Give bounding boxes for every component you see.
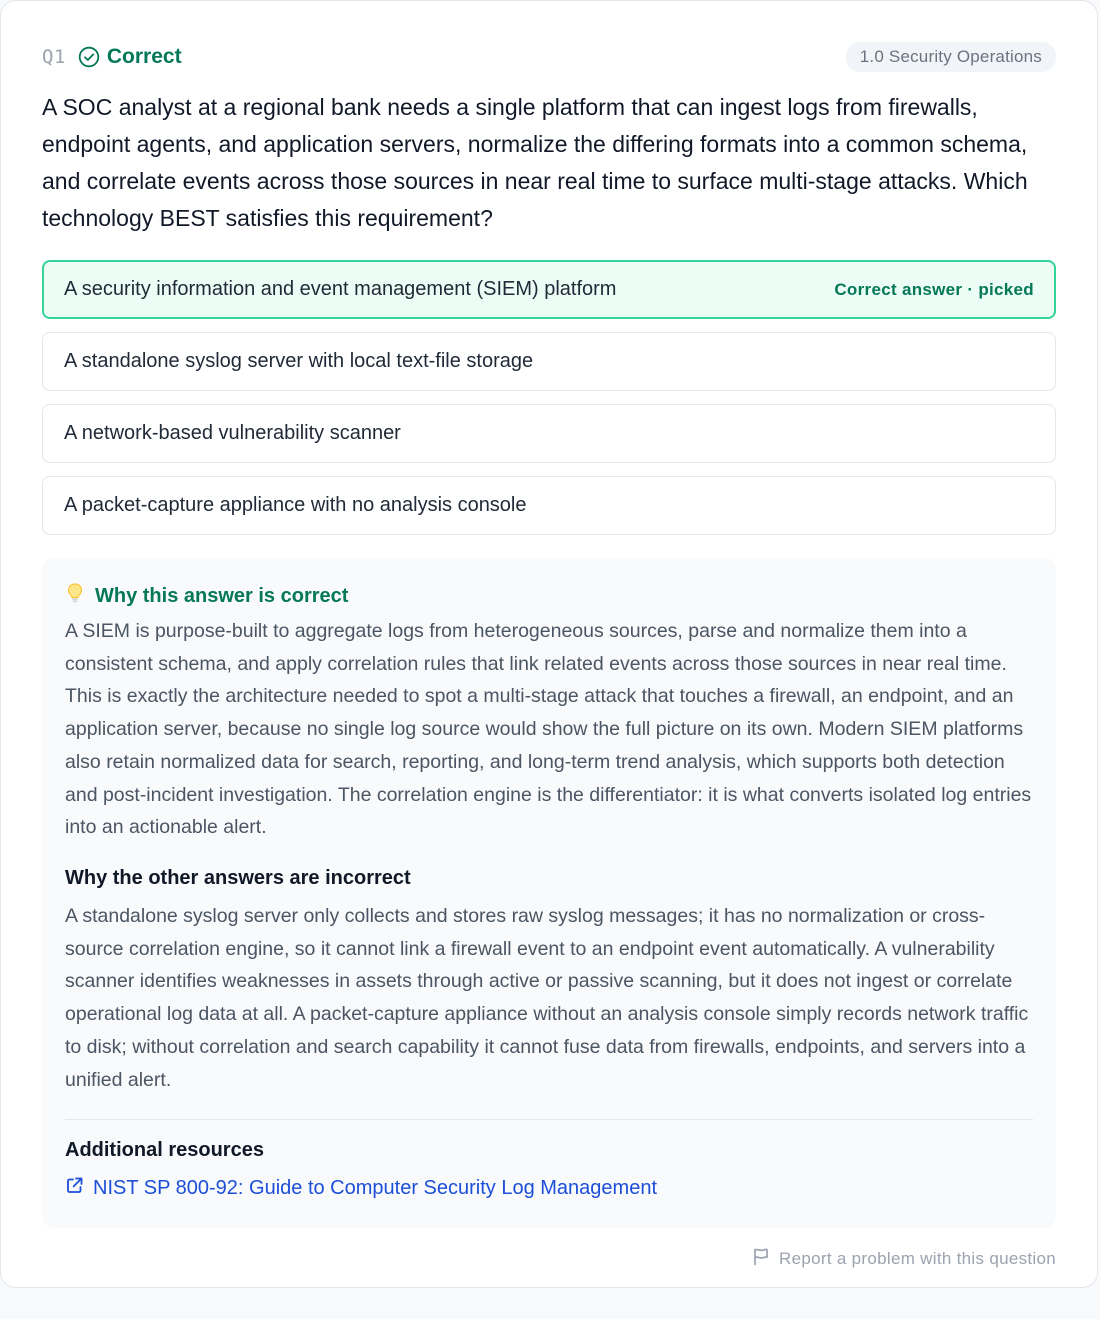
why-correct-title: Why this answer is correct	[95, 584, 349, 607]
question-header	[42, 41, 1056, 73]
flag-icon	[752, 1247, 770, 1271]
answer-option[interactable]	[42, 404, 1056, 463]
resource-link[interactable]	[65, 1176, 657, 1201]
incorrect-explanation-text: A standalone syslog server only collects and stores raw syslog messages; it has no normalization or cross-source correlation engine, so it cannot link a firewall event to an endpoint event automatically. A vulnerability scanner identifies weaknesses in assets through active or passive scanning, but it does not ingest or correlate operational log data at all. A packet-capture appliance without an analysis console simply records network traffic to disk; without correlation and search capability it cannot fuse data from firewalls, endpoints, and servers into a unified alert.	[65, 905, 1029, 1091]
why-correct-heading	[65, 582, 348, 610]
answer-option-correct[interactable]	[42, 260, 1056, 319]
option-text: A network-based vulnerability scanner	[64, 422, 401, 444]
correct-explanation-text: A SIEM is purpose-built to aggregate logs from heterogeneous sources, parse and normalize them into a consistent schema, and apply correlation rules that link related events across those sources in near real time. This is exactly the architecture needed to spot a multi-stage attack that touches a firewall, an endpoint, and an application server, because no single log source would show the full picture on its own. Modern SIEM platforms also retain normalized data for search, reporting, and long-term trend analysis, which supports both detection and post-incident investigation. The correlation engine is the differentiator: it is what converts isolated log entries into an actionable alert.	[65, 620, 1032, 839]
category-badge: 1.0 Security Operations	[846, 42, 1056, 72]
report-problem-label: Report a problem with this question	[779, 1249, 1056, 1268]
report-problem-button[interactable]	[752, 1247, 1056, 1271]
divider	[65, 1119, 1033, 1120]
option-text: A packet-capture appliance with no analysis console	[64, 494, 527, 516]
resources-heading: Additional resources	[65, 1139, 264, 1161]
external-link-icon	[65, 1176, 84, 1201]
question-number: Q1	[42, 46, 66, 68]
why-incorrect-heading: Why the other answers are incorrect	[65, 867, 411, 889]
lightbulb-icon	[65, 582, 85, 610]
explanation-panel	[42, 558, 1056, 1228]
answer-options	[42, 260, 1056, 548]
question-meta	[42, 45, 182, 69]
correct-answer-tag: Correct answer · picked	[834, 279, 1034, 299]
check-circle-icon	[78, 46, 100, 68]
option-text: A security information and event management (SIEM) platform	[64, 278, 617, 300]
answer-option[interactable]	[42, 332, 1056, 391]
resource-link-text: NIST SP 800-92: Guide to Computer Security Log Management	[93, 1177, 658, 1199]
question-text: A SOC analyst at a regional bank needs a single platform that can ingest logs from firewalls, endpoint agents, and application servers, normalize the differing formats into a common schema, and correlate events across those sources in near real time to surface multi-stage attacks. Which technology BEST satisfies this requirement?	[42, 94, 1028, 231]
result-status	[78, 45, 182, 69]
answer-option[interactable]	[42, 476, 1056, 535]
option-text: A standalone syslog server with local text-file storage	[64, 350, 534, 372]
status-label: Correct	[106, 45, 182, 68]
